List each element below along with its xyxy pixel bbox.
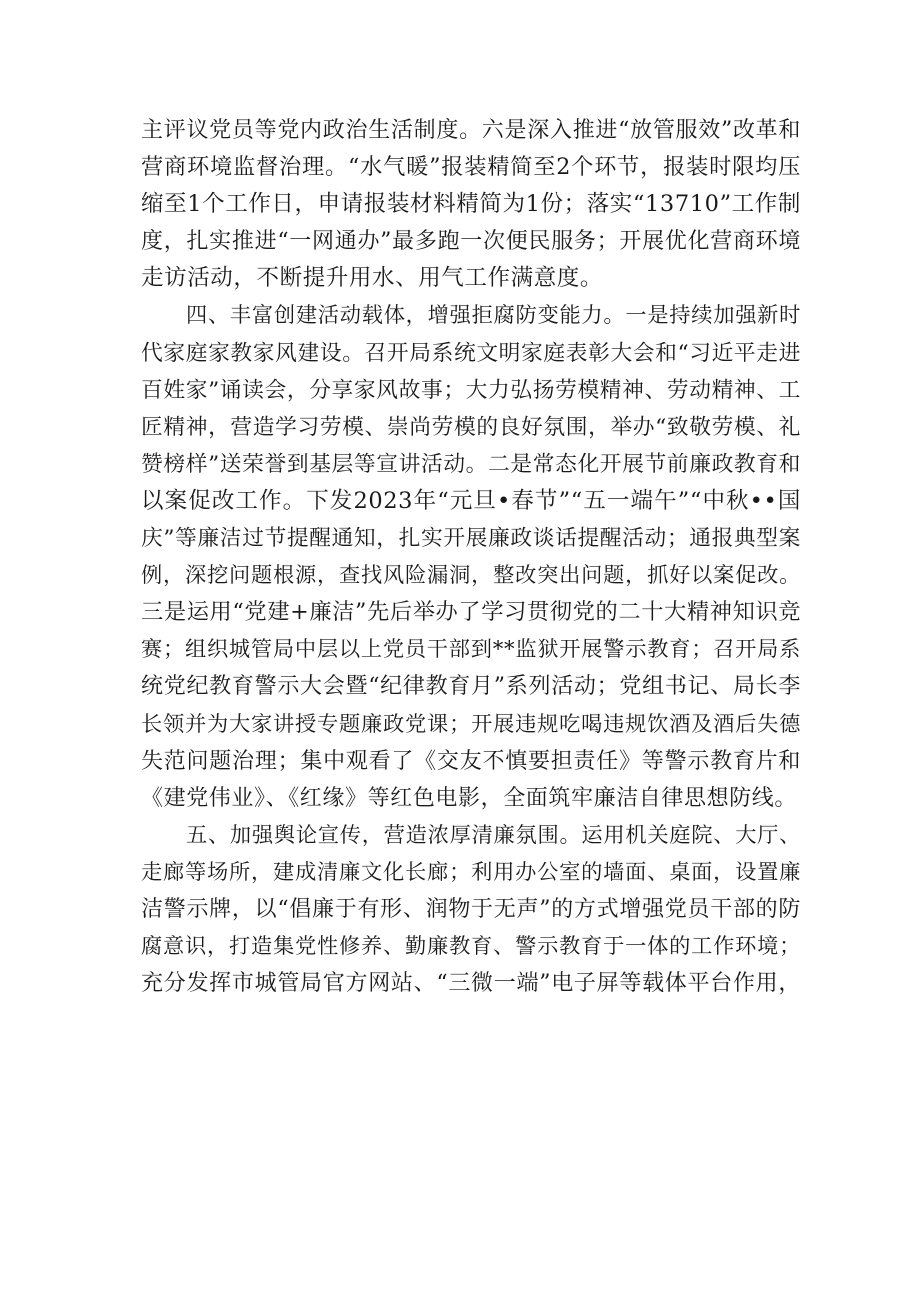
text-line: 《建党伟业》、《红缘》等红色电影，全面筑牢廉洁自律思想防线。 bbox=[141, 785, 798, 811]
text-line: 失范问题治理；集中观看了《交友不慎要担责任》等警示教育片和 bbox=[141, 748, 801, 774]
text-line: 走廊等场所，建成清廉文化长廊；利用办公室的墙面、桌面，设置廉 bbox=[141, 859, 801, 885]
text-line: 缩至1个工作日，申请报装材料精简为1份；落实“13710”工作制 bbox=[141, 191, 801, 218]
text-line: 赛；组织城管局中层以上党员干部到**监狱开展警示教育；召开局系 bbox=[141, 637, 801, 663]
paragraph-first-line: 五、加强舆论宣传，营造浓厚清廉氛围。运用机关庭院、大厅、 bbox=[186, 822, 801, 848]
text-line: 百姓家”诵读会，分享家风故事；大力弘扬劳模精神、劳动精神、工 bbox=[141, 377, 801, 403]
text-line: 以案促改工作。下发2023年“元旦•春节”“五一端午”“中秋••国 bbox=[141, 487, 801, 514]
text-line: 例，深挖问题根源，查找风险漏洞，整改突出问题，抓好以案促改。 bbox=[141, 563, 801, 589]
text-line: 充分发挥市城管局官方网站、“三微一端”电子屏等载体平台作用， bbox=[141, 971, 801, 997]
paragraph-first-line: 四、丰富创建活动载体，增强拒腐防变能力。一是持续加强新时 bbox=[186, 303, 801, 329]
text-line: 腐意识，打造集党性修养、勤廉教育、警示教育于一体的工作环境； bbox=[141, 934, 801, 960]
text-line: 度，扎实推进“一网通办”最多跑一次便民服务；开展优化营商环境 bbox=[141, 229, 801, 255]
text-line: 洁警示牌，以“倡廉于有形、润物于无声”的方式增强党员干部的防 bbox=[141, 896, 801, 922]
text-line: 走访活动，不断提升用水、用气工作满意度。 bbox=[141, 265, 604, 292]
text-line: 主评议党员等党内政治生活制度。六是深入推进“放管服效”改革和 bbox=[141, 118, 801, 143]
text-line: 赞榜样”送荣誉到基层等宣讲活动。二是常态化开展节前廉政教育和 bbox=[141, 451, 801, 477]
text-line: 营商环境监督治理。“水气暖”报装精简至2个环节，报装时限均压 bbox=[141, 154, 801, 181]
text-line: 匠精神，营造学习劳模、崇尚劳模的良好氛围，举办“致敬劳模、礼 bbox=[141, 414, 801, 440]
text-line: 庆”等廉洁过节提醒通知，扎实开展廉政谈话提醒活动；通报典型案 bbox=[141, 526, 801, 552]
text-line: 三是运用“党建+廉洁”先后举办了学习贯彻党的二十大精神知识竞 bbox=[141, 599, 802, 626]
text-line: 代家庭家教家风建设。召开局系统文明家庭表彰大会和“习近平走进 bbox=[141, 340, 801, 366]
text-line: 长领并为大家讲授专题廉政党课；开展违规吃喝违规饮酒及酒后失德 bbox=[141, 711, 801, 737]
document-body bbox=[141, 112, 801, 1002]
text-line: 统党纪教育警示大会暨“纪律教育月”系列活动；党组书记、局长李 bbox=[141, 674, 801, 700]
